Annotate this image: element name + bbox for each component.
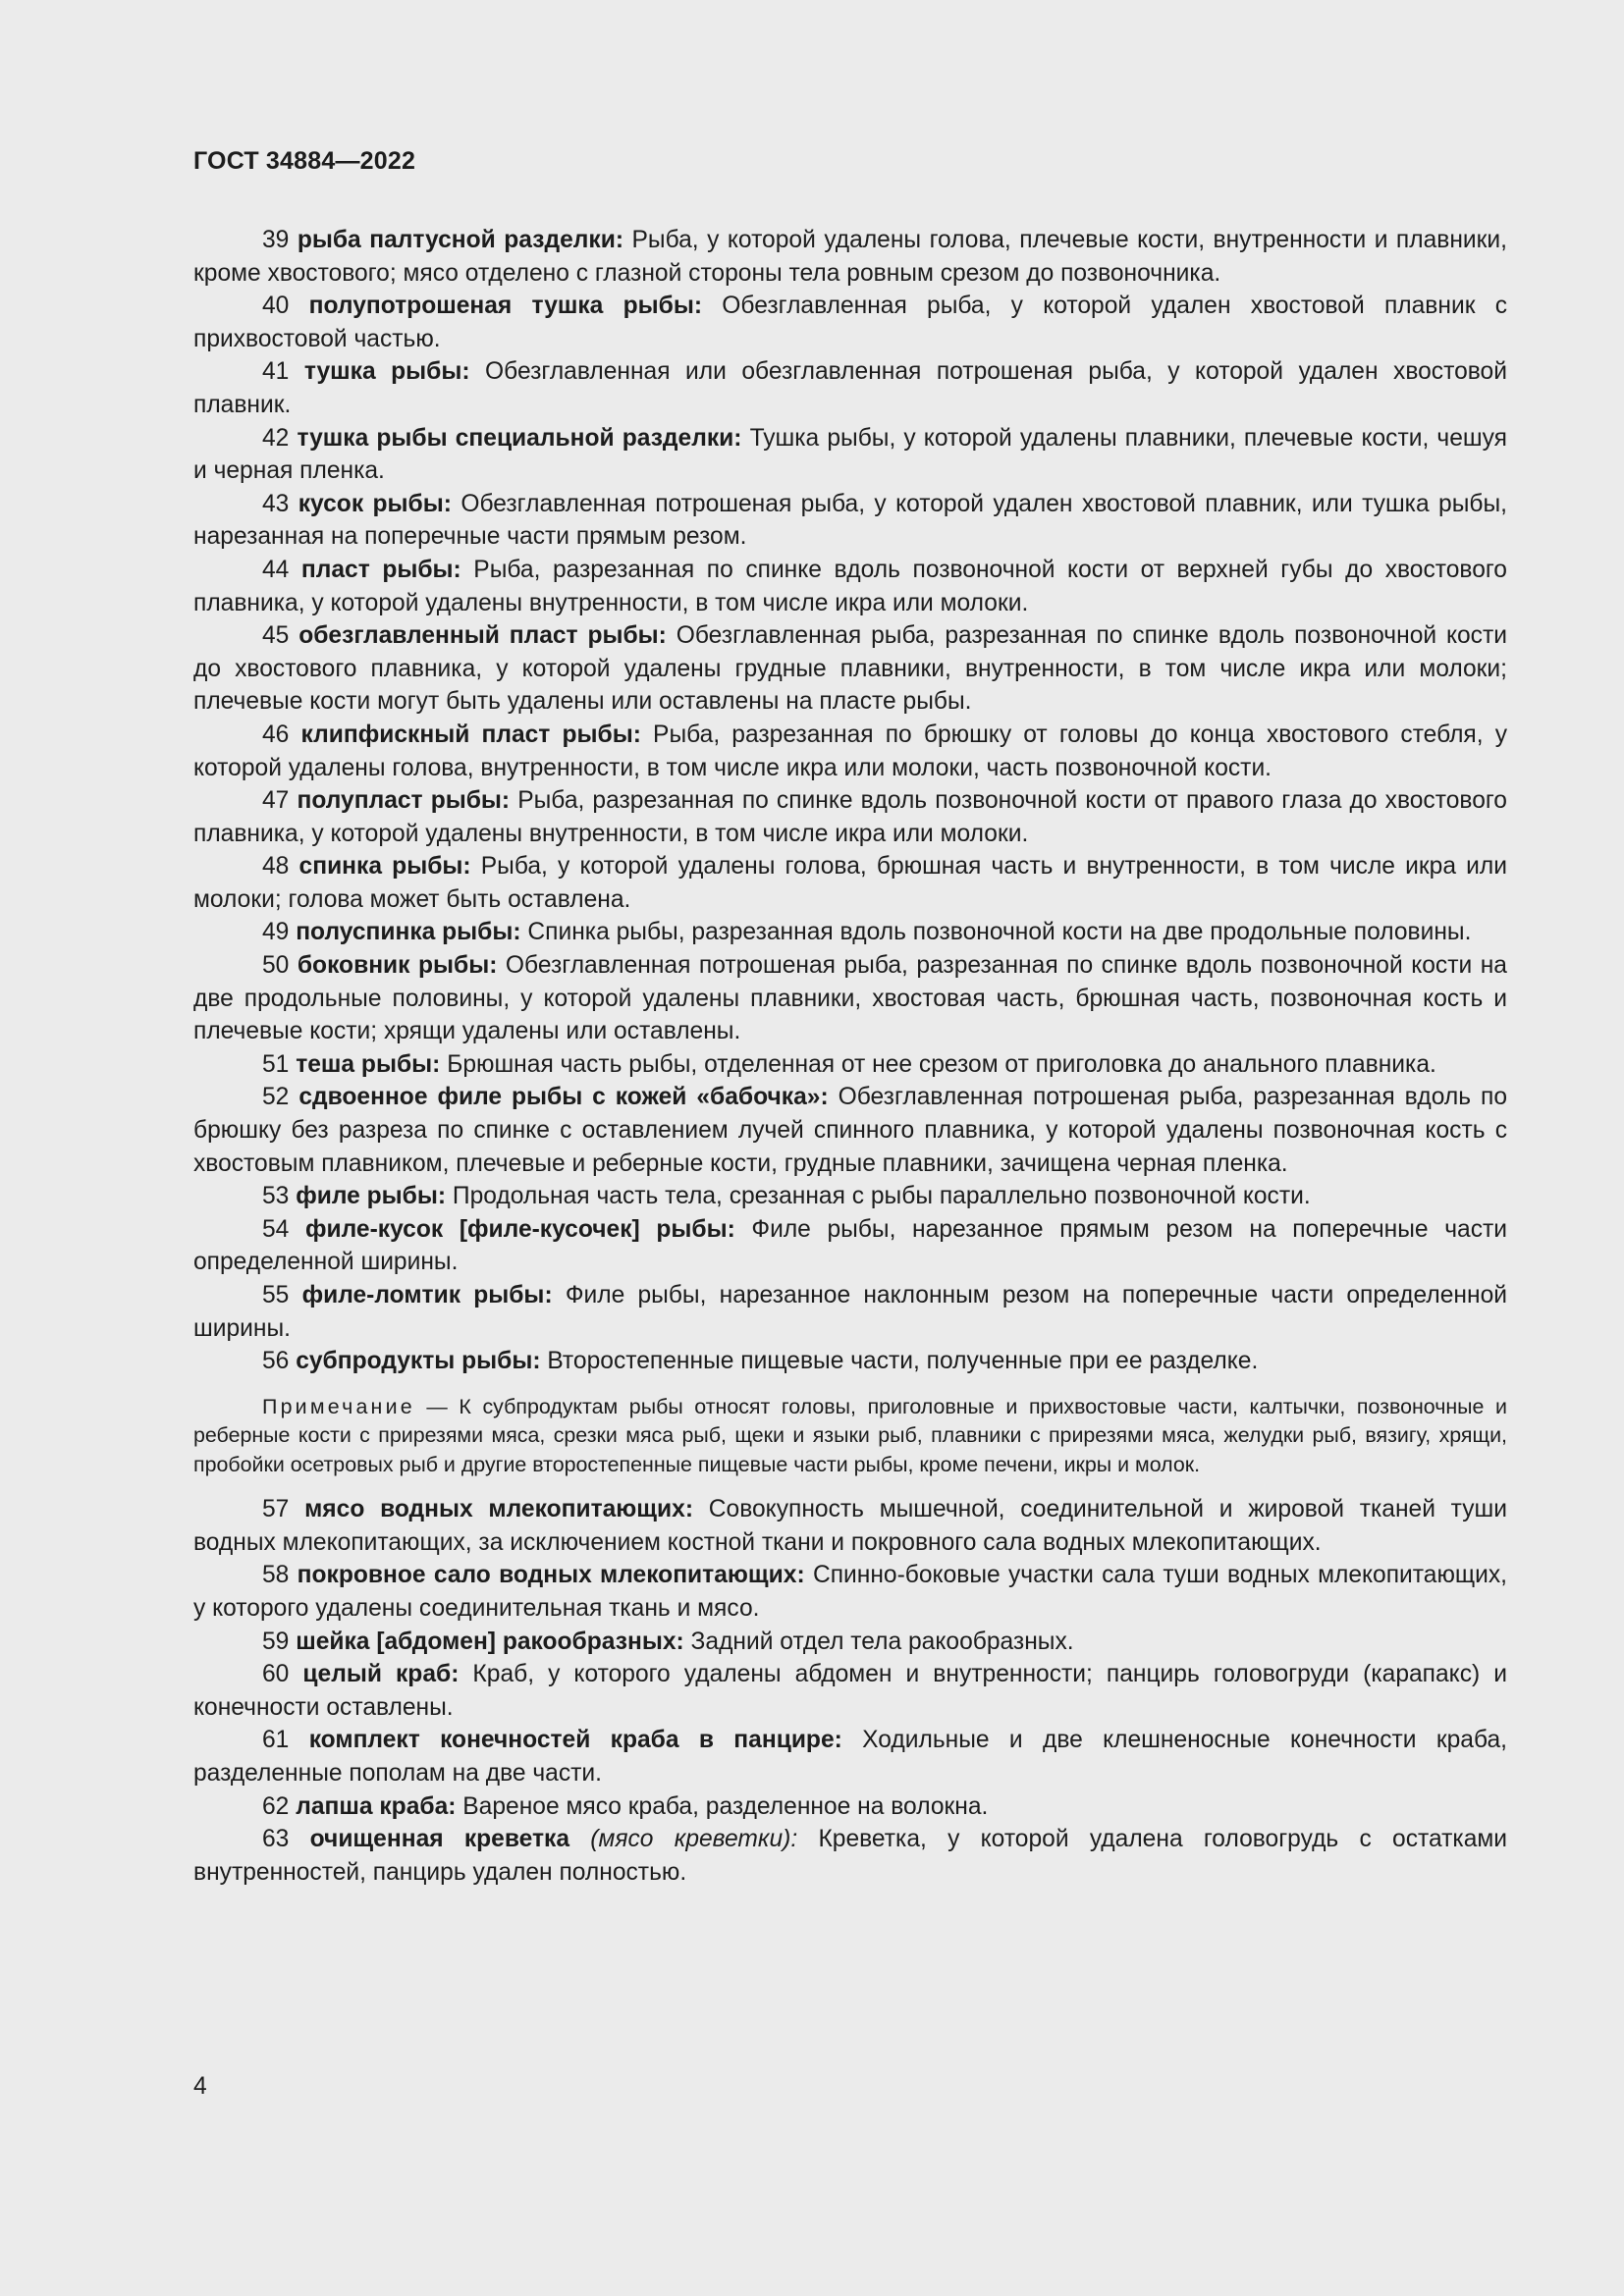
definition-text: Продольная часть тела, срезанная с рыбы параллельно позвоночной кости. — [446, 1183, 1311, 1210]
definition-text: Тушка рыбы, у которой удалены плавники, плечевые кости, чешуя и черная пленка. — [193, 424, 1507, 485]
definition-item — [193, 1559, 1507, 1625]
definition-number: 59 — [262, 1628, 290, 1655]
definition-number: 51 — [262, 1050, 290, 1078]
definition-item — [193, 1345, 1507, 1378]
definition-number: 40 — [262, 293, 290, 320]
definition-number: 39 — [262, 227, 298, 253]
definition-item — [193, 224, 1507, 290]
definition-number: 45 — [262, 622, 290, 650]
definitions-list — [193, 224, 1507, 1378]
definition-term: кусок рыбы: — [298, 490, 452, 517]
definition-item — [193, 1658, 1507, 1724]
definition-term: субпродукты рыбы: — [296, 1348, 541, 1375]
definition-item — [193, 1081, 1507, 1180]
definition-term: обезглавленный пласт рыбы: — [298, 622, 667, 650]
definition-number: 50 — [262, 952, 290, 980]
definition-item — [193, 488, 1507, 554]
definition-text: Рыба, у которой удалены голова, плечевые кости, внутренности и плавники, кроме хвостового; мясо отделено с глазной стороны тела ровным срезом до позвоночника. — [193, 227, 1507, 287]
definition-term: мясо водных млекопитающих: — [304, 1496, 694, 1523]
definition-term: спинка рыбы: — [298, 853, 471, 881]
definition-text: Рыба, разрезанная по брюшку от головы до конца хвостового стебля, у которой удалены голова, внутренности, в том числе икра или молоки, часть позвоночной кости. — [193, 721, 1508, 781]
definition-term: полуспинка рыбы: — [296, 919, 521, 946]
definition-number: 56 — [262, 1348, 290, 1375]
definition-item — [193, 619, 1507, 719]
definition-item — [193, 949, 1507, 1048]
definition-item — [193, 1724, 1507, 1789]
definition-number: 44 — [262, 556, 290, 583]
definition-text: Рыба, у которой удалены голова, брюшная часть и внутренности, в том числе икра или молоки; голова может быть оставлена. — [193, 853, 1507, 913]
definition-text: Вареное мясо краба, разделенное на волокна. — [456, 1792, 989, 1820]
definition-text: Спинно-боковые участки сала туши водных млекопитающих, у которого удалены соединительная ткань и мясо. — [193, 1562, 1508, 1623]
definition-term: филе-кусок [филе-кусочек] рыбы: — [305, 1215, 735, 1243]
definition-term: полупотрошеная тушка рыбы: — [308, 293, 703, 320]
note — [193, 1393, 1507, 1480]
definition-alt-term: (мясо креветки): — [569, 1826, 798, 1853]
definition-term: шейка [абдомен] ракообразных: — [296, 1628, 684, 1655]
definition-number: 55 — [262, 1282, 290, 1308]
definition-number: 47 — [262, 787, 290, 815]
definition-term: полупласт рыбы: — [297, 787, 511, 815]
document-body — [193, 224, 1507, 1889]
definition-text: Краб, у которого удалены абдомен и внутренности; панцирь головогруди (карапакс) и конечности оставлены. — [193, 1661, 1507, 1721]
definition-number: 46 — [262, 721, 290, 748]
definition-text: Рыба, разрезанная по спинке вдоль позвоночной кости от правого глаза до хвостового плавника, у которой удалены внутренности, в том числе икра или молоки. — [193, 787, 1507, 847]
definition-term: теша рыбы: — [296, 1050, 441, 1078]
definition-text: Задний отдел тела ракообразных. — [683, 1628, 1074, 1655]
definition-term: пласт рыбы: — [300, 556, 461, 583]
definitions-list — [193, 1493, 1507, 1889]
definition-number: 63 — [262, 1826, 290, 1853]
definition-term: комплект конечностей краба в панцире: — [308, 1727, 842, 1754]
definition-text: Филе рыбы, нарезанное прямым резом на поперечные части определенной ширины. — [193, 1215, 1507, 1276]
definition-text: Обезглавленная рыба, у которой удален хвостовой плавник с прихвостовой частью. — [193, 293, 1508, 352]
definition-item — [193, 1626, 1507, 1659]
definition-item — [193, 719, 1507, 784]
definition-number: 60 — [262, 1661, 290, 1688]
definition-term: филе рыбы: — [296, 1183, 447, 1210]
definition-text: Совокупность мышечной, соединительной и жировой тканей туши водных млекопитающих, за исключением костной ткани и покровного сала водных млекопитающих. — [193, 1496, 1507, 1556]
definition-number: 42 — [262, 424, 290, 452]
page-number: 4 — [193, 2073, 207, 2100]
definition-number: 54 — [262, 1215, 290, 1243]
definition-item — [193, 1823, 1507, 1889]
definition-text: Обезглавленная рыба, разрезанная по спинке вдоль позвоночной кости до хвостового плавника, у которой удалены грудные плавники, внутренности, в том числе икра или молоки; плечевые кости могут быть удалены или оставлены на пласте рыбы. — [193, 622, 1507, 716]
definition-term: тушка рыбы: — [303, 358, 470, 386]
definition-term: рыба палтусной разделки: — [297, 227, 624, 253]
definition-item — [193, 422, 1507, 488]
definition-item — [193, 1493, 1507, 1559]
definition-term: лапша краба: — [296, 1792, 457, 1820]
definition-item — [193, 355, 1507, 421]
definition-number: 43 — [262, 490, 290, 517]
definition-item — [193, 290, 1507, 355]
definition-term: очищенная креветка — [309, 1826, 570, 1853]
definition-number: 53 — [262, 1183, 290, 1210]
definition-item — [193, 1180, 1507, 1213]
definition-term: покровное сало водных млекопитающих: — [297, 1562, 805, 1589]
definition-text: Спинка рыбы, разрезанная вдоль позвоночной кости на две продольные половины. — [520, 919, 1472, 946]
definition-item — [193, 1279, 1507, 1345]
definition-text: Обезглавленная потрошеная рыба, у которой удален хвостовой плавник, или тушка рыбы, нарезанная на поперечные части прямым резом. — [193, 490, 1507, 551]
definition-term: целый краб: — [302, 1661, 460, 1688]
definition-text: Ходильные и две клешненосные конечности краба, разделенные пополам на две части. — [193, 1727, 1507, 1788]
definition-number: 57 — [262, 1496, 290, 1523]
definition-item — [193, 784, 1507, 850]
definition-term: сдвоенное филе рыбы с кожей «бабочка»: — [298, 1084, 829, 1111]
definition-text: Брюшная часть рыбы, отделенная от нее срезом от приголовка до анального плавника. — [440, 1050, 1436, 1078]
definition-term: филе-ломтик рыбы: — [301, 1282, 553, 1308]
definition-term: боковник рыбы: — [297, 952, 498, 980]
definition-number: 49 — [262, 919, 290, 946]
definition-item — [193, 1790, 1507, 1824]
definition-number: 61 — [262, 1727, 290, 1754]
definition-text: Обезглавленная потрошеная рыба, разрезанная вдоль по брюшку без разреза по спинке с оставлением лучей спинного плавника, у которой удалены позвоночная кость с хвостовым плавником, плечевые и реберные кости, грудные плавники, зачищена черная пленка. — [193, 1084, 1507, 1177]
definition-text: Второстепенные пищевые части, полученные при ее разделке. — [540, 1348, 1259, 1375]
definition-text: Филе рыбы, нарезанное наклонным резом на поперечные части определенной ширины. — [193, 1282, 1508, 1342]
note-text: — К субпродуктам рыбы относят головы, приголовные и прихвостовые части, калтычки, позвоночные и реберные кости с прирезями мяса, срезки мяса рыб, щеки и языки рыб, плавники с прирезями мяса, желудки рыб, вязигу, хрящи, пробойки осетровых рыб и другие второстепенные пищевые части рыбы, кроме печени, икры и молок. — [193, 1394, 1507, 1476]
definition-item — [193, 916, 1507, 949]
definition-item — [193, 850, 1507, 916]
definition-term: тушка рыбы специальной разделки: — [297, 424, 742, 452]
definition-text: Креветка, у которой удалена головогрудь с остатками внутренностей, панцирь удален полностью. — [193, 1826, 1508, 1886]
definition-term: клипфискный пласт рыбы: — [300, 721, 641, 748]
definition-number: 48 — [262, 853, 290, 881]
definition-number: 52 — [262, 1084, 290, 1111]
definition-text: Обезглавленная или обезглавленная потрошеная рыба, у которой удален хвостовой плавник. — [193, 358, 1507, 418]
definition-number: 41 — [262, 358, 290, 386]
definition-number: 58 — [262, 1562, 290, 1589]
definition-item — [193, 1048, 1507, 1082]
definition-text: Обезглавленная потрошеная рыба, разрезанная по спинке вдоль позвоночной кости на две продольные половины, у которой удалены плавники, хвостовая часть, брюшная часть, позвоночная кость и плечевые кости; хрящи удалены или оставлены. — [193, 952, 1507, 1045]
note-label: Примечание — [262, 1394, 415, 1418]
definition-item — [193, 1213, 1507, 1279]
definition-number: 62 — [262, 1792, 290, 1820]
definition-item — [193, 554, 1507, 619]
document-header: ГОСТ 34884—2022 — [193, 147, 416, 175]
definition-text: Рыба, разрезанная по спинке вдоль позвоночной кости от верхней губы до хвостового плавника, у которой удалены внутренности, в том числе икра или молоки. — [193, 556, 1507, 616]
